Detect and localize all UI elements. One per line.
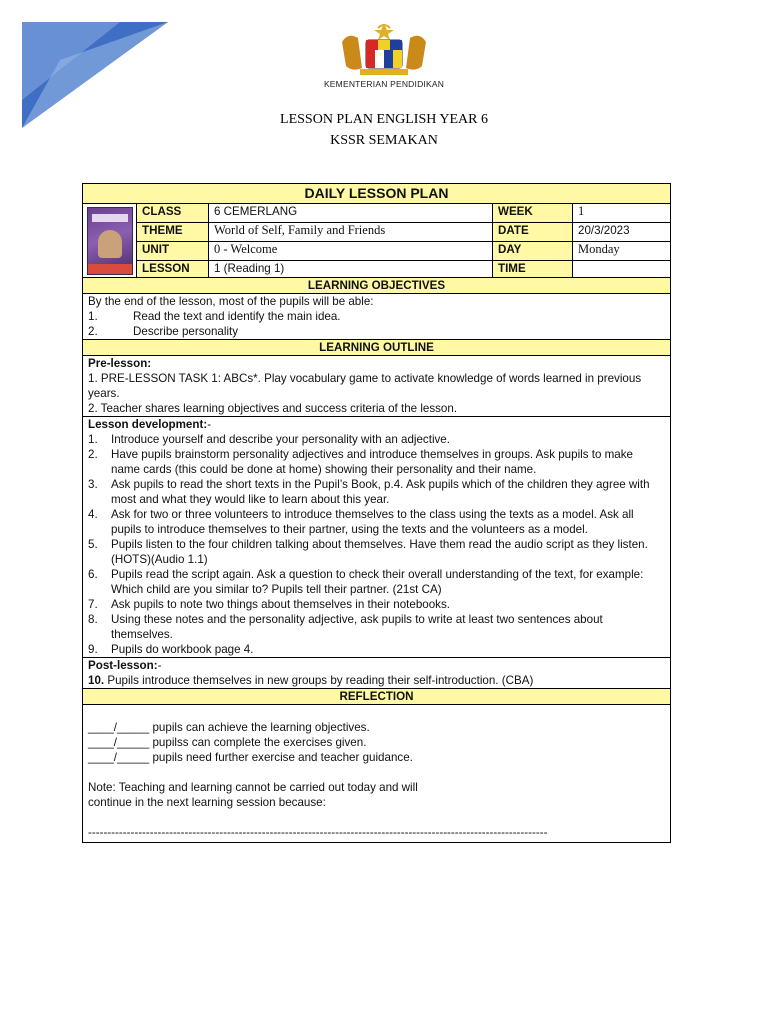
textbook-cover-image xyxy=(87,207,133,275)
crest-emblem-icon xyxy=(338,22,430,78)
class-label: CLASS xyxy=(137,204,209,223)
reflection-line-2: ____/_____ pupilss can complete the exercises given. xyxy=(88,736,367,749)
list-item: 8. Using these notes and the personality adjective, ask pupils to write at least two sentences about themselves. xyxy=(88,613,603,641)
list-item: 3. Ask pupils to read the short texts in the Pupil’s Book, p.4. Ask pupils which of the children they agree with most and what they would like to learn about this year. xyxy=(88,478,650,506)
list-item: 2. Have pupils brainstorm personality adjectives and introduce themselves in groups. Ask pupils to make name cards (this could be done at home) showing their personality and their name. xyxy=(88,448,633,476)
outline-heading: LEARNING OUTLINE xyxy=(83,340,671,356)
objectives-list xyxy=(88,309,665,339)
daily-lesson-plan-table xyxy=(82,183,671,843)
date-label: DATE xyxy=(493,223,573,242)
date-value: 20/3/2023 xyxy=(573,223,671,242)
unit-value: 0 - Welcome xyxy=(209,242,493,261)
day-value: Monday xyxy=(573,242,671,261)
list-item: 5. Pupils listen to the four children talking about themselves. Have them read the audio script as they listen. (HOTS)(Audio 1.1) xyxy=(88,538,648,566)
list-item: 9. Pupils do workbook page 4. xyxy=(88,643,254,656)
book-cover-cell xyxy=(83,204,137,278)
time-label: TIME xyxy=(493,261,573,278)
lesson-label: LESSON xyxy=(137,261,209,278)
list-item: 2. Describe personality xyxy=(88,325,239,338)
ministry-name: KEMENTERIAN PENDIDIKAN xyxy=(323,79,445,89)
objectives-content xyxy=(83,294,671,340)
reflection-dashed-line: ----------------------------------------------------------------------------------------------------------------------- xyxy=(88,826,548,839)
post-lesson-label: Post-lesson:- xyxy=(88,659,162,672)
week-value: 1 xyxy=(573,204,671,223)
reflection-content xyxy=(83,705,671,843)
list-item: 1. Read the text and identify the main idea. xyxy=(88,310,341,323)
reflection-note-line-2: continue in the next learning session because: xyxy=(88,796,326,809)
development-steps-list xyxy=(88,432,665,657)
reflection-line-3: ____/_____ pupils need further exercise and teacher guidance. xyxy=(88,751,413,764)
objectives-heading: LEARNING OBJECTIVES xyxy=(83,278,671,294)
week-label: WEEK xyxy=(493,204,573,223)
class-value: 6 CEMERLANG xyxy=(209,204,493,223)
reflection-heading: REFLECTION xyxy=(83,689,671,705)
post-lesson-step: 10. Pupils introduce themselves in new groups by reading their self-introduction. (CBA) xyxy=(88,674,534,687)
ministry-crest xyxy=(318,22,450,94)
day-label: DAY xyxy=(493,242,573,261)
time-value xyxy=(573,261,671,278)
pre-lesson-step-1: 1. PRE-LESSON TASK 1: ABCs*. Play vocabulary game to activate knowledge of words learned in previous years. xyxy=(88,372,642,400)
reflection-note-line-1: Note: Teaching and learning cannot be carried out today and will xyxy=(88,781,418,794)
lesson-development-section xyxy=(83,417,671,658)
page-subtitle: KSSR SEMAKAN xyxy=(330,133,438,148)
plan-heading: DAILY LESSON PLAN xyxy=(83,184,671,204)
unit-label: UNIT xyxy=(137,242,209,261)
list-item: 7. Ask pupils to note two things about themselves in their notebooks. xyxy=(88,598,450,611)
pre-lesson-step-2: 2. Teacher shares learning objectives and success criteria of the lesson. xyxy=(88,402,458,415)
post-lesson-section xyxy=(83,658,671,689)
reflection-line-1: ____/_____ pupils can achieve the learning objectives. xyxy=(88,721,370,734)
page-title: LESSON PLAN ENGLISH YEAR 6 xyxy=(280,112,488,127)
pre-lesson-label: Pre-lesson: xyxy=(88,357,152,370)
pre-lesson-section xyxy=(83,356,671,417)
theme-label: THEME xyxy=(137,223,209,242)
theme-value: World of Self, Family and Friends xyxy=(209,223,493,242)
list-item: 4. Ask for two or three volunteers to introduce themselves to the class using the texts as a model. Ask all pupils to introduce themselves to their partner, using the texts and the volunteers as a model. xyxy=(88,508,634,536)
list-item: 6. Pupils read the script again. Ask a question to check their overall understanding of the text, for example: Which child are you similar to? Pupils tell their partner. (21st CA) xyxy=(88,568,644,596)
objectives-intro: By the end of the lesson, most of the pupils will be able: xyxy=(88,295,374,308)
lesson-development-label: Lesson development:- xyxy=(88,418,212,431)
lesson-value: 1 (Reading 1) xyxy=(209,261,493,278)
list-item: 1. Introduce yourself and describe your personality with an adjective. xyxy=(88,433,450,446)
